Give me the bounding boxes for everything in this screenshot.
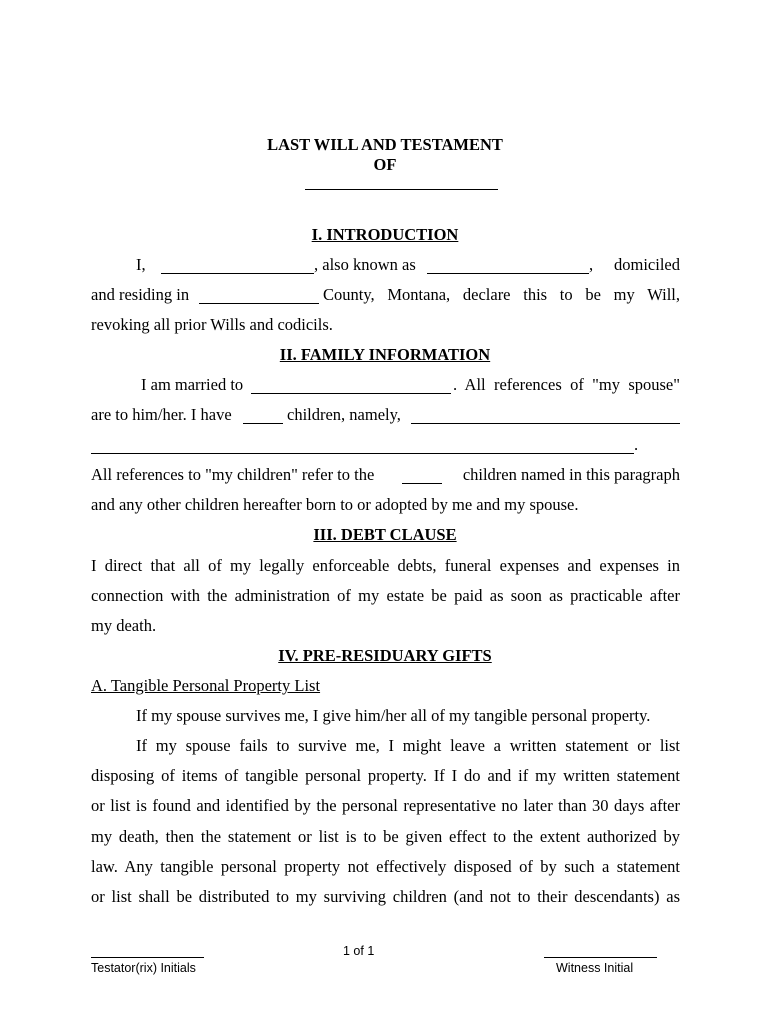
name-blank[interactable] <box>161 259 314 274</box>
debt-line-3: my death. <box>91 616 157 635</box>
gifts-line-5: law. Any tangible personal property not effectively disposed of by such a statement <box>91 857 680 876</box>
page-number: 1 of 1 <box>343 944 375 958</box>
gifts-line-6: or list shall be distributed to my surviving children (and not to their descendants) as <box>91 887 680 906</box>
children-names-blank-2[interactable] <box>91 439 634 454</box>
family-text: children, namely, <box>287 405 401 424</box>
children-count-blank[interactable] <box>243 409 283 424</box>
document-title: LAST WILL AND TESTAMENT <box>267 135 503 154</box>
family-text: I am married to <box>141 375 244 394</box>
intro-line-3: revoking all prior Wills and codicils. <box>91 315 333 334</box>
intro-text: , also known as <box>314 255 416 274</box>
section-heading-family: II. FAMILY INFORMATION <box>279 345 491 364</box>
section-heading-introduction: I. INTRODUCTION <box>311 225 459 244</box>
gifts-line-1: If my spouse fails to survive me, I might leave a written statement or list <box>136 736 680 755</box>
intro-text: County, Montana, declare this to be my Will, <box>323 285 680 304</box>
witness-initial-label: Witness Initial <box>556 961 634 975</box>
spouse-blank[interactable] <box>251 379 451 394</box>
witness-initial-blank[interactable] <box>544 957 657 958</box>
children-count-blank-2[interactable] <box>402 469 442 484</box>
testator-initials-blank[interactable] <box>91 957 204 958</box>
county-blank[interactable] <box>199 289 319 304</box>
debt-line-2: connection with the administration of my estate be paid as soon as practicable after <box>91 586 680 605</box>
family-text: are to him/her. I have <box>91 405 232 424</box>
gifts-paragraph-1: If my spouse survives me, I give him/her all of my tangible personal property. <box>136 706 651 725</box>
testator-initials-label: Testator(rix) Initials <box>91 961 196 975</box>
alias-blank[interactable] <box>427 259 589 274</box>
family-text: . <box>634 435 639 454</box>
intro-text: domiciled <box>614 255 680 274</box>
intro-text: and residing in <box>91 285 190 304</box>
gifts-line-2: disposing of items of tangible personal property. If I do and if my written statement <box>91 766 680 785</box>
document-title-of: OF <box>373 155 397 174</box>
section-heading-gifts: IV. PRE-RESIDUARY GIFTS <box>278 646 492 665</box>
intro-text: I, <box>136 255 146 274</box>
gifts-line-4: my death, then the statement or list is to be given effect to the extent authorized by <box>91 827 680 846</box>
family-text: All references to "my children" refer to the <box>91 465 375 484</box>
section-heading-debt: III. DEBT CLAUSE <box>313 525 457 544</box>
subheading-tangible-property: A. Tangible Personal Property List <box>91 676 321 695</box>
family-line-5: and any other children hereafter born to or adopted by me and my spouse. <box>91 495 579 514</box>
testator-name-blank[interactable] <box>305 189 498 190</box>
gifts-line-3: or list is found and identified by the personal representative no later than 30 days after <box>91 796 680 815</box>
debt-line-1: I direct that all of my legally enforceable debts, funeral expenses and expenses in <box>91 556 680 575</box>
children-names-blank[interactable] <box>411 409 680 424</box>
family-text: . All references of "my spouse" <box>453 375 680 394</box>
family-text: children named in this paragraph <box>462 465 680 484</box>
intro-text: , <box>589 255 594 274</box>
